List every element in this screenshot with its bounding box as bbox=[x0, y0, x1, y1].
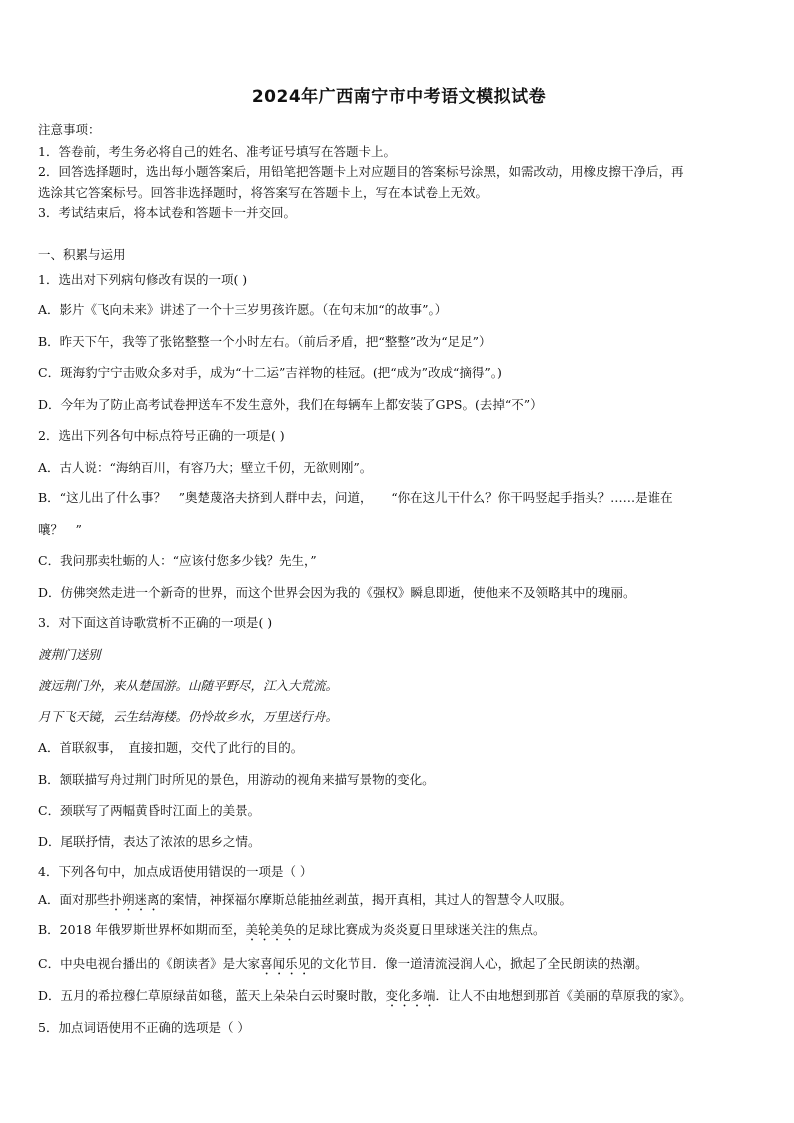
option-text: D．五月的希拉穆仁草原绿苗如毯，蓝天上朵朵白云时聚时散， bbox=[38, 988, 386, 1003]
question-5-stem: 5．加点词语使用不正确的选项是（ ） bbox=[38, 1020, 250, 1035]
notice-item-2-line-1: 2．回答选择题时，选出每小题答案后，用铅笔把答题卡上对应题目的答案标号涂黑，如需改动，用橡皮擦干净后，再 bbox=[38, 164, 684, 179]
question-3-option-d: D．尾联抒情，表达了浓浓的思乡之情。 bbox=[38, 834, 261, 849]
question-1-option-a: A．影片《飞向未来》讲述了一个十三岁男孩许愿。（在句末加“的故事”。） bbox=[38, 302, 448, 317]
option-text: 的足球比赛成为炎炎夏日里球迷关注的焦点。 bbox=[295, 922, 546, 937]
exam-title: 2024年广西南宁市中考语文模拟试卷 bbox=[251, 87, 547, 107]
question-3-option-a: A．首联叙事， 直接扣题，交代了此行的目的。 bbox=[38, 740, 304, 755]
question-3-option-b: B．颔联描写舟过荆门时所见的景色，用游动的视角来描写景物的变化。 bbox=[38, 772, 435, 787]
question-2-option-d: D．仿佛突然走进一个新奇的世界，而这个世界会因为我的《强权》瞬息即逝，使他来不及领略其中的瑰丽。 bbox=[38, 585, 636, 600]
question-4-stem: 4．下列各句中，加点成语使用错误的一项是（ ） bbox=[38, 864, 313, 879]
dotted-idiom: 美轮美奂 bbox=[245, 922, 296, 937]
poem-title: 渡荆门送别 bbox=[38, 647, 101, 662]
question-2-option-c: C．我问那卖牡蛎的人：“应该付您多少钱？先生，” bbox=[38, 553, 317, 568]
option-text: A．面对那些 bbox=[38, 892, 110, 907]
dotted-idiom: 扑朔迷离 bbox=[109, 892, 160, 907]
question-1-option-c: C．斑海豹宁宁击败众多对手，成为“十二运”吉祥物的桂冠。(把“成为”改成“摘得”。) bbox=[38, 365, 502, 380]
option-text: ．让人不由地想到那首《美丽的草原我的家》。 bbox=[435, 988, 692, 1003]
question-2-stem: 2．选出下列各句中标点符号正确的一项是( ) bbox=[38, 428, 285, 443]
question-4-option-d bbox=[38, 987, 760, 1010]
poem-line-1: 渡远荆门外，来从楚国游。山随平野尽，江入大荒流。 bbox=[38, 678, 339, 693]
poem-line-2: 月下飞天镜，云生结海楼。仍怜故乡水，万里送行舟。 bbox=[38, 709, 339, 724]
question-4-option-c bbox=[38, 955, 760, 978]
question-1-option-b: B．昨天下午，我等了张铭整整一个小时左右。（前后矛盾，把“整整”改为“足足”） bbox=[38, 334, 492, 349]
question-2-option-b-line-1: B．“这儿出了什么事？ ”奥楚蔑洛夫挤到人群中去，问道， “你在这儿干什么？你干吗竖起手指头？……是谁在 bbox=[38, 490, 673, 505]
question-1-stem: 1．选出对下列病句修改有误的一项( ) bbox=[38, 272, 248, 287]
question-2-option-b-line-2: 嚷？ ” bbox=[38, 522, 82, 537]
dotted-idiom: 变化多端 bbox=[385, 988, 436, 1003]
question-3-option-c: C．颈联写了两幅黄昏时江面上的美景。 bbox=[38, 803, 261, 818]
option-text: C．中央电视台播出的《朗读者》是大家 bbox=[38, 956, 261, 971]
question-2-option-a: A．古人说：“海纳百川，有容乃大；壁立千仞，无欲则刚”。 bbox=[38, 460, 373, 475]
option-text: B．2018 年俄罗斯世界杯如期而至， bbox=[38, 922, 246, 937]
notice-item-1: 1．答卷前，考生务必将自己的姓名、准考证号填写在答题卡上。 bbox=[38, 144, 396, 159]
option-text: 的文化节目．像一道清流浸润人心，掀起了全民朗读的热潮。 bbox=[310, 956, 648, 971]
notice-item-2-line-2: 选涂其它答案标号。回答非选择题时，将答案写在答题卡上，写在本试卷上无效。 bbox=[38, 185, 489, 200]
question-4-option-a bbox=[38, 891, 760, 914]
question-1-option-d: D．今年为了防止高考试卷押送车不发生意外，我们在每辆车上都安装了GPS。(去掉“不”） bbox=[38, 397, 543, 412]
notice-heading: 注意事项： bbox=[38, 122, 101, 137]
section-heading: 一、积累与运用 bbox=[38, 247, 126, 262]
option-text: 的案情，神探福尔摩斯总能抽丝剥茧，揭开真相，其过人的智慧令人叹服。 bbox=[159, 892, 573, 907]
notice-item-3: 3．考试结束后，将本试卷和答题卡一并交回。 bbox=[38, 205, 296, 220]
question-4-option-b bbox=[38, 921, 760, 944]
question-3-stem: 3．对下面这首诗歌赏析不正确的一项是( ) bbox=[38, 615, 273, 630]
dotted-idiom: 喜闻乐见 bbox=[260, 956, 311, 971]
